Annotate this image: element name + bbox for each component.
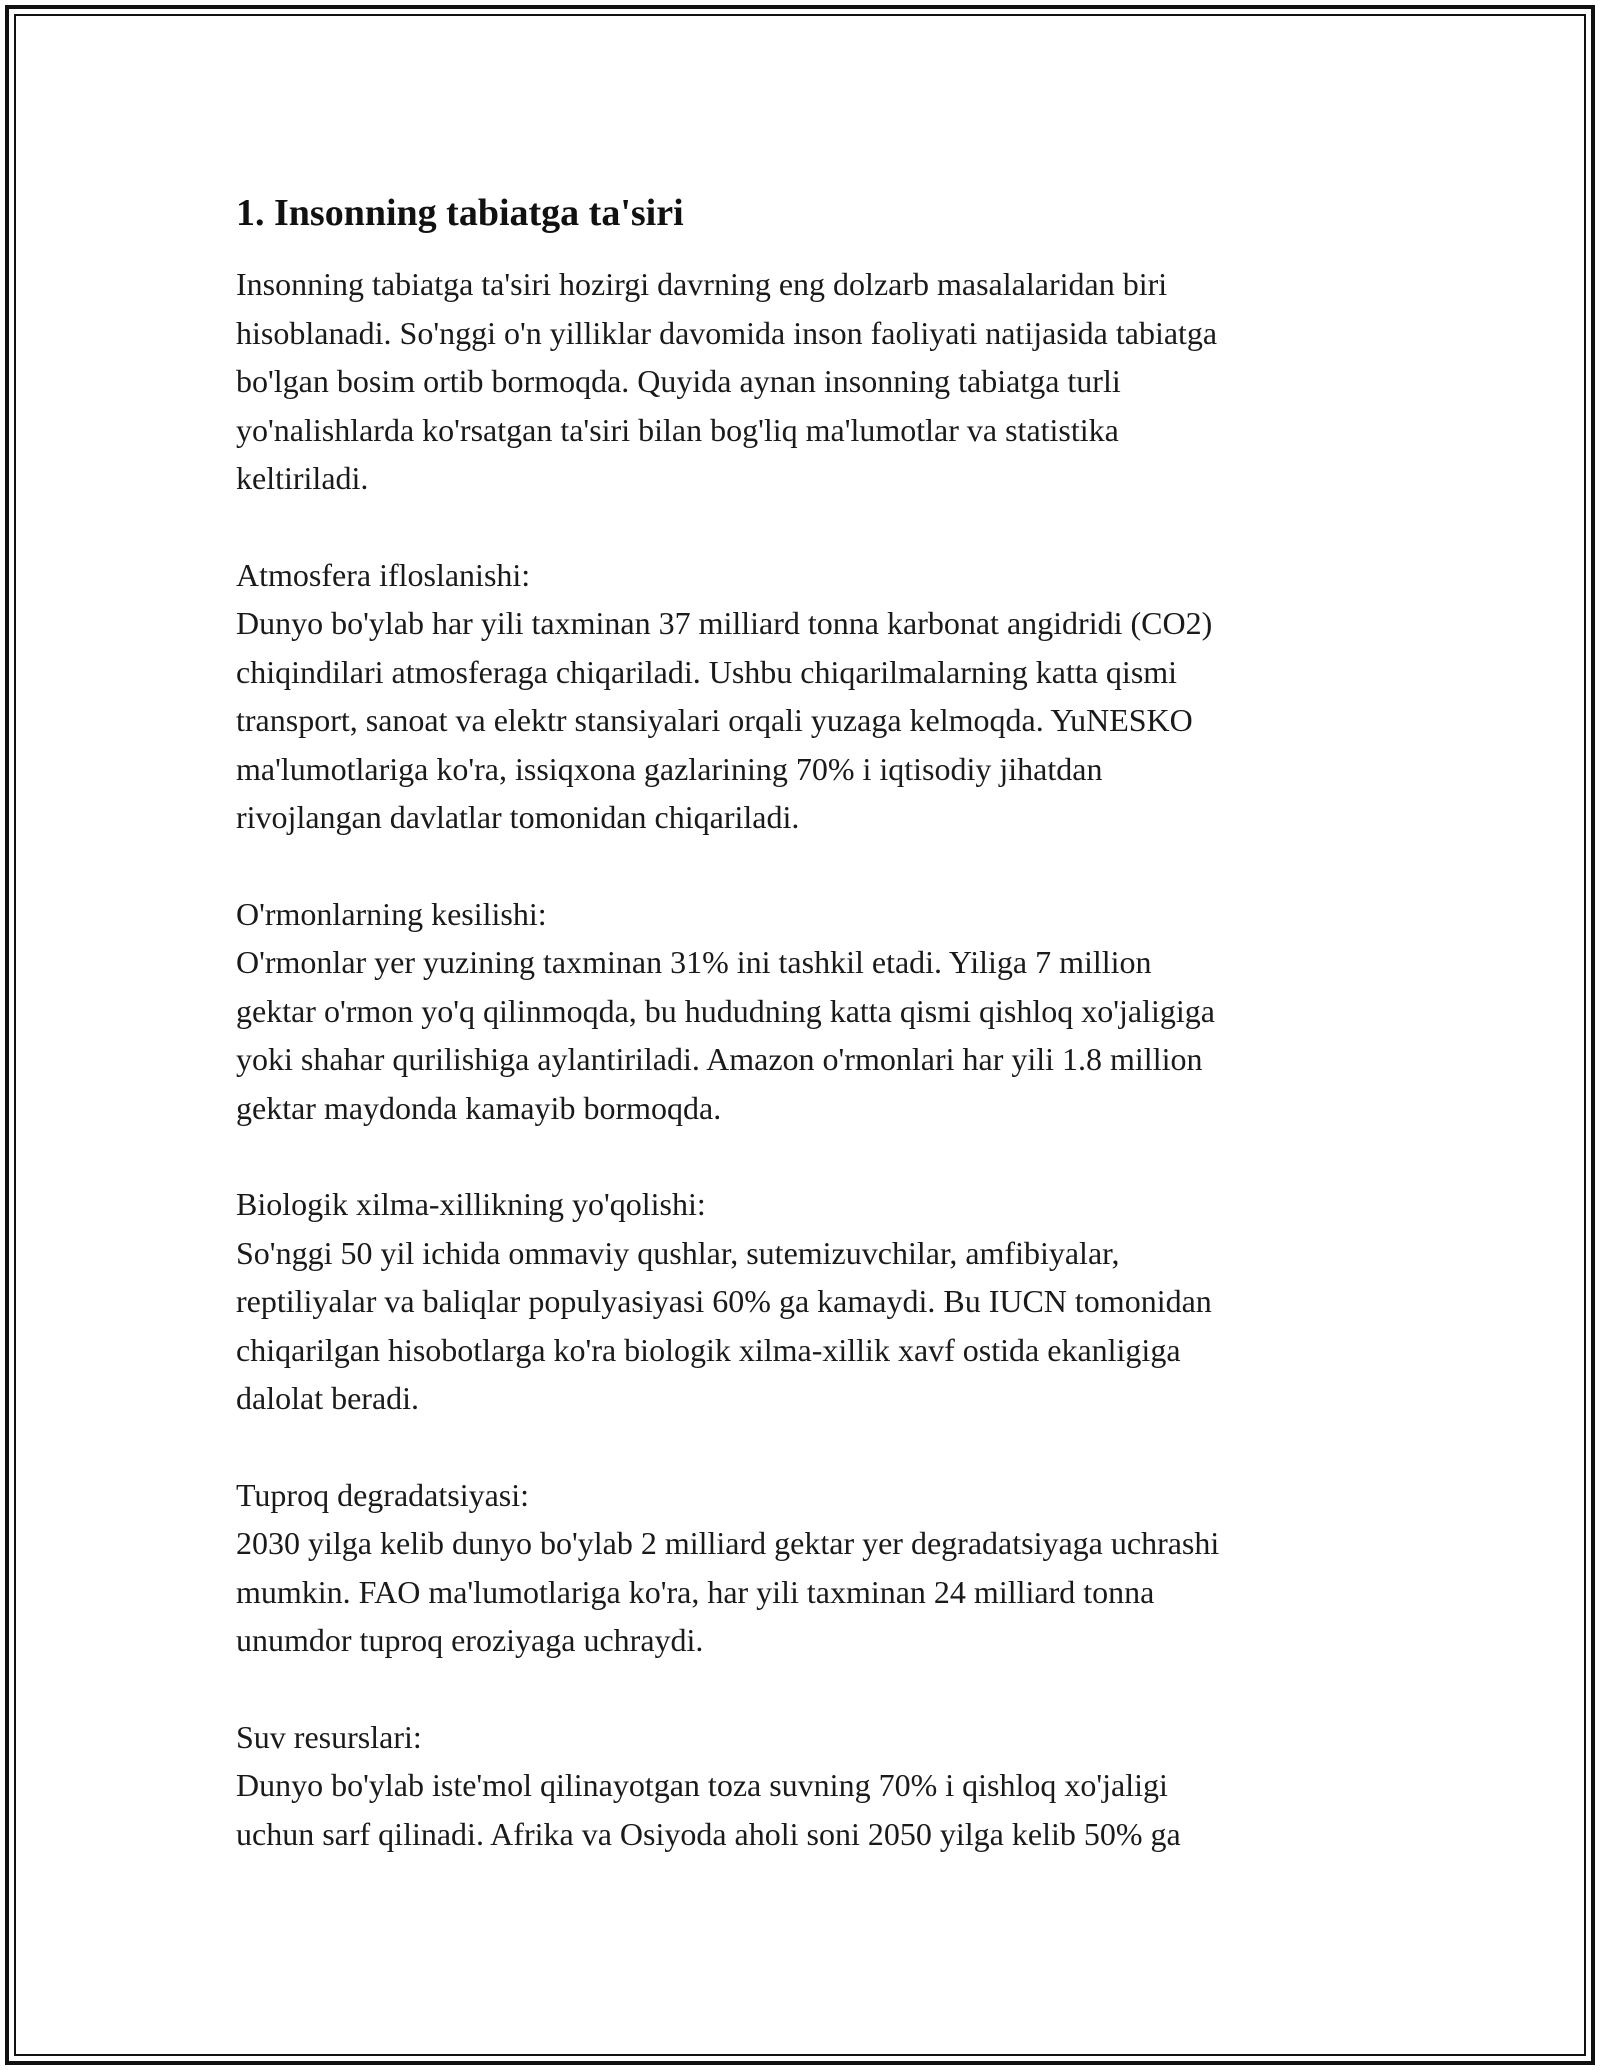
- page-title: 1. Insonning tabiatga ta'siri: [236, 192, 684, 234]
- section-water: [236, 1713, 1366, 1859]
- section-heading: Atmosfera ifloslanishi:: [236, 556, 531, 593]
- section-paragraph: Dunyo bo'ylab har yili taxminan 37 milliard tonna karbonat angidridi (CO2) chiqindilari atmosferaga chiqariladi. Ushbu chiqarilmalarning katta qismi transport, sanoat va elektr stansiyalari orqali yuzaga kelmoqda. YuNESKO ma'lumotlariga ko'ra, issiqxona gazlarining 70% i iqtisodiy jihatdan rivojlangan davlatlar tomonidan chiqariladi.: [236, 605, 1213, 835]
- section-paragraph: So'nggi 50 yil ichida ommaviy qushlar, sutemizuvchilar, amfibiyalar, reptiliyalar va baliqlar populyasiyasi 60% ga kamaydi. Bu IUCN tomonidan chiqarilgan hisobotlarga ko'ra biologik xilma-xillik xavf ostida ekanligiga dalolat beradi.: [236, 1234, 1212, 1416]
- section-heading: O'rmonlarning kesilishi:: [236, 895, 547, 932]
- section-deforestation: [236, 890, 1366, 1133]
- section-heading: Tuproq degradatsiyasi:: [236, 1476, 530, 1513]
- document-body: [236, 188, 1366, 1858]
- intro-paragraph: Insonning tabiatga ta'siri hozirgi davrning eng dolzarb masalalaridan biri hisoblanadi. So'nggi o'n yilliklar davomida inson faoliyati natijasida tabiatga bo'lgan bosim ortib bormoqda. Quyida aynan insonning tabiatga turli yo'nalishlarda ko'rsatgan ta'siri bilan bog'liq ma'lumotlar va statistika keltiriladi.: [236, 266, 1218, 496]
- section-heading: Biologik xilma-xillikning yo'qolishi:: [236, 1186, 706, 1222]
- section-paragraph: 2030 yilga kelib dunyo bo'ylab 2 milliard gektar yer degradatsiyaga uchrashi mumkin. FAO ma'lumotlariga ko'ra, har yili taxminan 24 milliard tonna unumdor tuproq eroziyaga uchraydi.: [236, 1525, 1220, 1658]
- section-paragraph: Dunyo bo'ylab iste'mol qilinayotgan toza suvning 70% i qishloq xo'jaligi uchun sarf qilinadi. Afrika va Osiyoda aholi soni 2050 yilga kelib 50% ga: [236, 1767, 1181, 1852]
- section-biodiversity: [236, 1180, 1366, 1423]
- section-heading: Suv resurslari:: [236, 1718, 422, 1755]
- section-atmosphere: [236, 551, 1366, 842]
- section-paragraph: O'rmonlar yer yuzining taxminan 31% ini tashkil etadi. Yiliga 7 million gektar o'rmon yo'q qilinmoqda, bu hududning katta qismi qishloq xo'jaligiga yoki shahar qurilishiga aylantiriladi. Amazon o'rmonlari har yili 1.8 million gektar maydonda kamayib bormoqda.: [236, 944, 1215, 1126]
- section-soil: [236, 1471, 1366, 1665]
